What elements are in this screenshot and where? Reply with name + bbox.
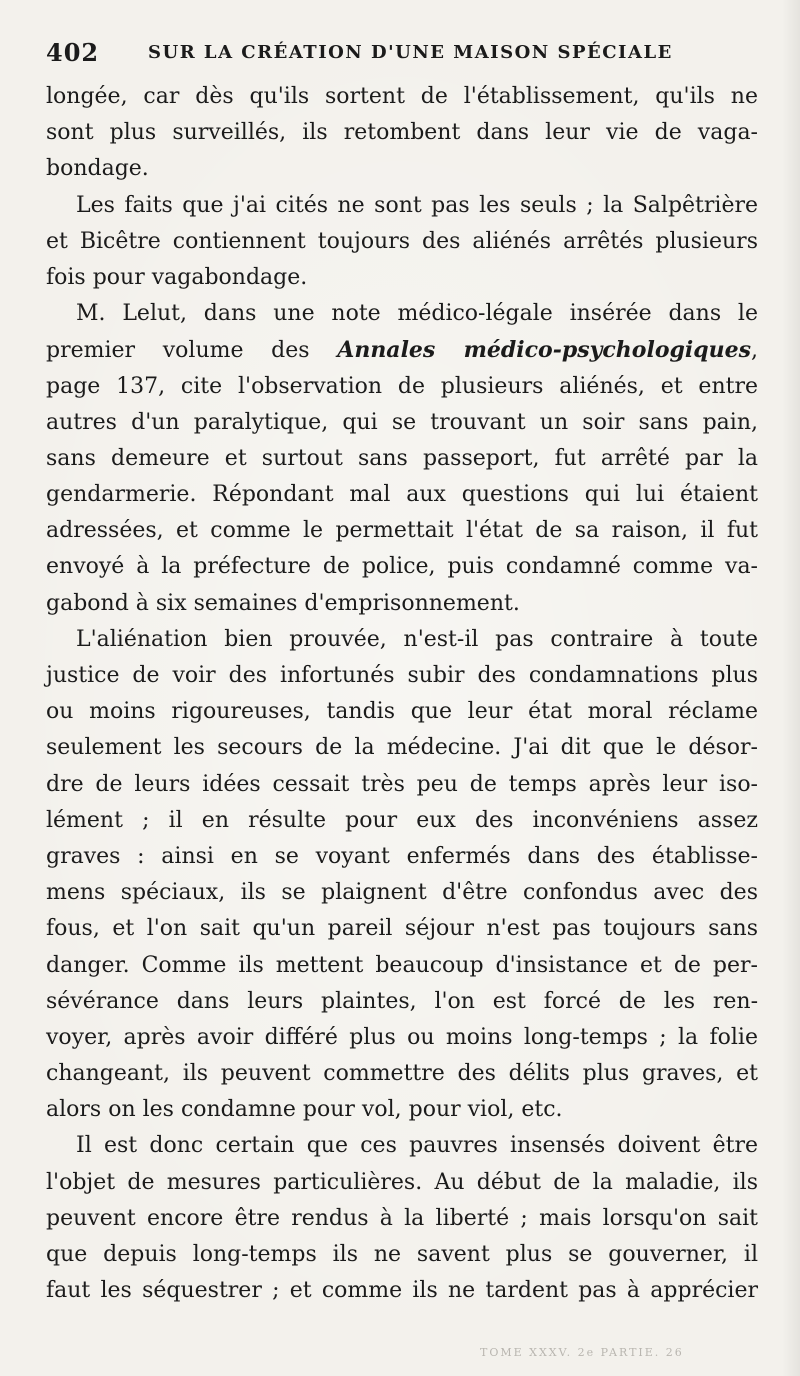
text-line: graves : ainsi en se voyant enfermés dans des établisse- [46,843,758,869]
text-line: seulement les secours de la médecine. J'ai dit que le désor- [46,735,758,761]
text-line: fous, et l'on sait qu'un pareil séjour n'est pas toujours sans [46,916,758,942]
text-line: que depuis long-temps ils ne savent plus se gouverner, il [46,1242,758,1267]
text-line: sévérance dans leurs plaintes, l'on est forcé de les ren- [46,988,758,1014]
text-line: Les faits que j'ai cités ne sont pas les seuls ; la Salpêtrière [76,192,758,218]
text-line: M. Lelut, dans une note médico-légale insérée dans le [76,301,758,327]
text-line: alors on les condamne pour vol, pour viol, etc. [46,1097,563,1123]
text-line: peuvent encore être rendus à la liberté ; mais lorsqu'on sait [46,1205,758,1231]
text-fragment: premier volume des [46,338,338,364]
page-number: 402 [46,38,100,67]
text-line: gabond à six semaines d'emprisonnement. [46,590,520,616]
text-line: lément ; il en résulte pour eux des inconvéniens assez [46,807,758,833]
journal-title: Annales médico-psychologiques [337,337,752,364]
text-line: adressées, et comme le permettait l'état de sa raison, il fut [46,518,758,544]
page-edge-shadow [782,0,800,1376]
text-line: justice de voir des infortunés subir des condamnations plus [46,663,758,688]
text-line: page 137, cite l'observation de plusieurs aliénés, et entre [46,373,758,399]
text-line: longée, car dès qu'ils sortent de l'établissement, qu'ils ne [46,84,758,109]
text-line: sans demeure et surtout sans passeport, fut arrêté par la [46,445,758,471]
text-line: fois pour vagabondage. [46,264,308,290]
text-line-with-title [46,332,758,368]
text-line: l'objet de mesures particulières. Au début de la maladie, ils [46,1169,758,1195]
page-header [46,38,758,74]
text-line: sont plus surveillés, ils retombent dans leur vie de vaga- [46,120,758,146]
body-text [46,79,758,1309]
text-line: L'aliénation bien prouvée, n'est-il pas contraire à toute [76,626,758,652]
text-line: voyer, après avoir différé plus ou moins long-temps ; la folie [46,1024,758,1050]
text-line: mens spéciaux, ils se plaignent d'être confondus avec des [46,880,758,906]
text-line: changeant, ils peuvent commettre des délits plus graves, et [46,1061,758,1087]
text-line: dre de leurs idées cessait très peu de temps après leur iso- [46,771,758,797]
text-line: gendarmerie. Répondant mal aux questions qui lui étaient [46,482,758,508]
text-fragment: , [751,338,759,364]
text-line: autres d'un paralytique, qui se trouvant un soir sans pain, [46,409,758,435]
text-line: faut les séquestrer ; et comme ils ne tardent pas à apprécier [46,1278,758,1304]
text-line: ou moins rigoureuses, tandis que leur état moral réclame [46,699,758,725]
running-title: SUR LA CRÉATION D'UNE MAISON SPÉCIALE [148,42,673,63]
text-line: Il est donc certain que ces pauvres insensés doivent être [76,1133,758,1159]
page-footer-signature: TOME XXXV. 2e PARTIE. 26 [480,1346,684,1359]
text-line: et Bicêtre contiennent toujours des aliénés arrêtés plusieurs [46,228,758,254]
text-line: envoyé à la préfecture de police, puis condamné comme va- [46,554,758,580]
text-line: bondage. [46,156,149,182]
text-line: danger. Comme ils mettent beaucoup d'insistance et de per- [46,952,758,978]
